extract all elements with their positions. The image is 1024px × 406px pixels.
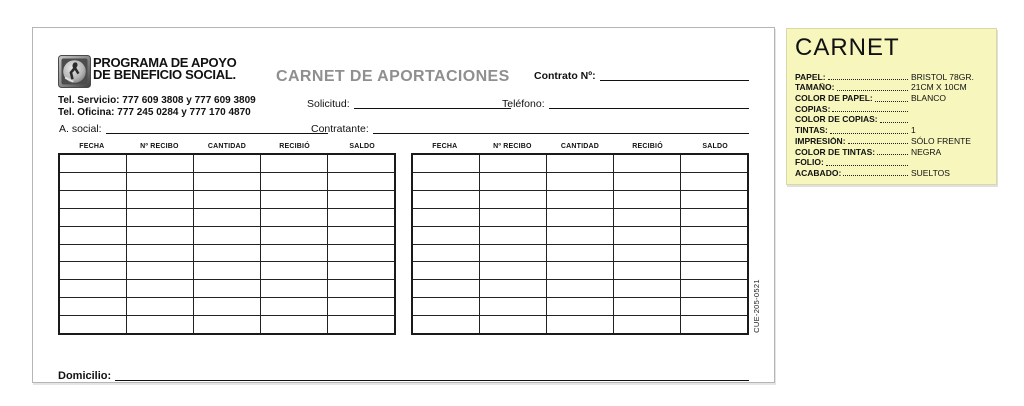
table-cell — [613, 316, 680, 333]
spec-row — [795, 92, 988, 103]
contratante-field — [311, 123, 749, 135]
spec-label-cell — [795, 126, 911, 135]
table-cell — [126, 316, 193, 333]
table-cell — [479, 155, 546, 172]
domicilio-label: Domicilio: — [58, 370, 112, 382]
table-cell — [546, 173, 613, 190]
table-cell — [126, 245, 193, 262]
solicitud-label: Solicitud: — [307, 98, 350, 110]
table-cell — [680, 227, 747, 244]
table-cell — [193, 209, 260, 226]
spec-label-cell — [795, 148, 911, 157]
aportaciones-table-left — [58, 142, 396, 335]
table-cell — [327, 316, 394, 333]
a-social-blank-line — [106, 133, 328, 134]
table-cell — [260, 298, 327, 315]
dotted-leader-line — [877, 154, 908, 155]
table-row — [60, 172, 394, 190]
table-cell — [479, 280, 546, 297]
table-cell — [327, 209, 394, 226]
table-cell — [327, 155, 394, 172]
table-cell — [546, 245, 613, 262]
table-cell — [260, 262, 327, 279]
table-cell — [613, 227, 680, 244]
spec-label: PAPEL: — [795, 72, 826, 82]
table-row — [60, 155, 394, 172]
table-cell — [193, 298, 260, 315]
spec-panel — [786, 28, 997, 185]
contratante-blank-line — [373, 133, 749, 134]
domicilio-field — [58, 370, 749, 382]
table-header-row — [58, 142, 396, 152]
table-cell — [413, 298, 479, 315]
table-cell — [193, 173, 260, 190]
table-cell — [126, 262, 193, 279]
table-row — [60, 261, 394, 279]
column-header: CANTIDAD — [207, 143, 247, 150]
table-cell — [193, 316, 260, 333]
dotted-leader-line — [880, 122, 908, 123]
table-cell — [126, 191, 193, 208]
table-cell — [413, 155, 479, 172]
column-header: Nº RECIBO — [140, 143, 179, 150]
table-cell — [60, 191, 126, 208]
contrato-blank-line — [600, 80, 749, 81]
table-cell — [680, 316, 747, 333]
table-cell — [413, 280, 479, 297]
table-cell — [479, 191, 546, 208]
table-cell — [680, 262, 747, 279]
column-header: RECIBIÓ — [632, 143, 663, 150]
telefono-blank-line — [549, 108, 749, 109]
table-row — [60, 190, 394, 208]
table-cell — [193, 155, 260, 172]
table-cell — [546, 227, 613, 244]
a-social-field — [59, 123, 328, 135]
spec-row — [795, 167, 988, 178]
column-header: RECIBIÓ — [279, 143, 310, 150]
table-cell — [60, 316, 126, 333]
spec-row — [795, 124, 988, 135]
table-row — [60, 244, 394, 262]
a-social-label: A. social: — [59, 123, 102, 135]
table-cell — [126, 227, 193, 244]
tel-servicio: Tel. Servicio: 777 609 3808 y 777 609 3809 — [58, 95, 256, 106]
table-cell — [613, 245, 680, 262]
table-cell — [413, 316, 479, 333]
solicitud-blank-line — [354, 108, 511, 109]
telefono-label: Teléfono: — [502, 98, 545, 110]
spec-label: TINTAS: — [795, 126, 828, 136]
org-logo — [58, 55, 91, 88]
spec-value: 21CM X 10CM — [911, 82, 967, 93]
table-cell — [260, 227, 327, 244]
table-cell — [60, 262, 126, 279]
table-cell — [327, 245, 394, 262]
table-cell — [479, 262, 546, 279]
dotted-leader-line — [843, 175, 908, 176]
column-header: SALDO — [702, 143, 728, 150]
telefono-field — [502, 98, 749, 110]
table-cell — [260, 245, 327, 262]
table-cell — [327, 173, 394, 190]
spec-label: COLOR DE PAPEL: — [795, 94, 873, 104]
document-title: CARNET DE APORTACIONES — [276, 68, 510, 85]
column-header: Nº RECIBO — [493, 143, 532, 150]
table-cell — [193, 227, 260, 244]
column-header: CANTIDAD — [560, 143, 600, 150]
spec-value: 1 — [911, 125, 916, 136]
table-cell — [413, 191, 479, 208]
spec-label-cell — [795, 73, 911, 82]
table-cell — [680, 155, 747, 172]
table-cell — [126, 280, 193, 297]
table-cell — [613, 298, 680, 315]
table-row — [413, 261, 747, 279]
table-grid — [411, 153, 749, 335]
spec-label-cell — [795, 115, 911, 124]
tel-oficina: Tel. Oficina: 777 245 0284 y 777 170 4870 — [58, 106, 251, 118]
spec-panel-title: CARNET — [795, 34, 900, 61]
table-row — [413, 208, 747, 226]
table-cell — [546, 209, 613, 226]
table-cell — [613, 280, 680, 297]
table-cell — [680, 245, 747, 262]
table-row — [413, 172, 747, 190]
aportaciones-card — [32, 27, 775, 383]
spec-list — [795, 71, 988, 178]
dotted-leader-line — [832, 111, 908, 112]
table-row — [60, 279, 394, 297]
table-cell — [327, 262, 394, 279]
table-row — [413, 226, 747, 244]
table-cell — [327, 227, 394, 244]
spec-label: COPIAS: — [795, 104, 831, 114]
spec-label: ACABADO: — [795, 168, 842, 178]
table-cell — [193, 191, 260, 208]
spec-label-cell — [795, 94, 911, 103]
table-cell — [126, 155, 193, 172]
table-cell — [413, 173, 479, 190]
table-cell — [680, 298, 747, 315]
spec-value: BLANCO — [911, 93, 946, 104]
table-row — [60, 315, 394, 333]
table-cell — [260, 316, 327, 333]
dotted-leader-line — [826, 165, 908, 166]
spec-value: SUELTOS — [911, 167, 950, 178]
table-cell — [479, 173, 546, 190]
spec-label: FOLIO: — [795, 158, 824, 168]
dotted-leader-line — [875, 101, 908, 102]
table-row — [413, 297, 747, 315]
table-header-row — [411, 142, 749, 152]
table-cell — [260, 191, 327, 208]
spec-label: IMPRESIÓN: — [795, 136, 846, 146]
column-header: FECHA — [79, 143, 105, 150]
table-row — [60, 226, 394, 244]
spec-label-cell — [795, 137, 911, 146]
table-row — [413, 155, 747, 172]
dotted-leader-line — [848, 143, 908, 144]
dotted-leader-line — [837, 90, 909, 91]
spec-row — [795, 82, 988, 93]
phone-block — [58, 95, 256, 118]
org-name — [93, 57, 236, 81]
spec-row — [795, 71, 988, 82]
table-cell — [546, 262, 613, 279]
table-cell — [413, 245, 479, 262]
spec-label: TAMAÑO: — [795, 83, 835, 93]
table-cell — [680, 191, 747, 208]
table-cell — [613, 173, 680, 190]
spec-value: NEGRA — [911, 146, 942, 157]
spec-label: COLOR DE COPIAS: — [795, 115, 878, 125]
contratante-label: Contratante: — [311, 123, 369, 135]
table-row — [60, 297, 394, 315]
table-cell — [193, 280, 260, 297]
table-cell — [193, 262, 260, 279]
table-cell — [680, 209, 747, 226]
table-cell — [546, 155, 613, 172]
table-cell — [260, 209, 327, 226]
spec-row — [795, 103, 988, 114]
table-row — [60, 208, 394, 226]
table-cell — [613, 155, 680, 172]
table-cell — [260, 173, 327, 190]
spec-row — [795, 157, 988, 168]
table-row — [413, 244, 747, 262]
table-cell — [613, 209, 680, 226]
table-cell — [126, 173, 193, 190]
spec-row — [795, 114, 988, 125]
spec-value: SÓLO FRENTE — [911, 135, 971, 146]
contrato-label: Contrato Nº: — [534, 70, 596, 82]
column-header: FECHA — [432, 143, 458, 150]
table-cell — [479, 298, 546, 315]
spec-label-cell — [795, 158, 911, 167]
dotted-leader-line — [830, 133, 908, 134]
table-cell — [479, 245, 546, 262]
domicilio-blank-line — [115, 380, 749, 381]
table-cell — [479, 209, 546, 226]
table-cell — [60, 227, 126, 244]
spec-label: COLOR DE TINTAS: — [795, 147, 876, 157]
table-cell — [260, 155, 327, 172]
column-header: SALDO — [349, 143, 375, 150]
table-cell — [327, 191, 394, 208]
table-row — [413, 190, 747, 208]
table-cell — [193, 245, 260, 262]
form-code: CUE-205-0521 — [752, 279, 761, 333]
table-cell — [327, 280, 394, 297]
contrato-field — [534, 70, 749, 82]
table-cell — [260, 280, 327, 297]
spec-row — [795, 146, 988, 157]
aportaciones-table-right — [411, 142, 749, 335]
table-cell — [126, 298, 193, 315]
spec-label-cell — [795, 83, 911, 92]
org-name-line1: PROGRAMA DE APOYO — [93, 55, 237, 70]
dotted-leader-line — [828, 79, 908, 80]
spec-label-cell — [795, 169, 911, 178]
table-cell — [60, 155, 126, 172]
table-cell — [613, 191, 680, 208]
table-cell — [60, 245, 126, 262]
spec-row — [795, 135, 988, 146]
table-cell — [680, 173, 747, 190]
table-cell — [613, 262, 680, 279]
table-grid — [58, 153, 396, 335]
table-cell — [413, 227, 479, 244]
table-cell — [60, 173, 126, 190]
solicitud-field — [307, 98, 511, 110]
org-name-line2: DE BENEFICIO SOCIAL. — [93, 67, 236, 82]
table-cell — [479, 316, 546, 333]
table-cell — [546, 280, 613, 297]
table-row — [413, 315, 747, 333]
table-cell — [327, 298, 394, 315]
table-cell — [680, 280, 747, 297]
table-cell — [479, 227, 546, 244]
table-row — [413, 279, 747, 297]
table-cell — [60, 298, 126, 315]
spec-label-cell — [795, 105, 911, 114]
table-cell — [60, 209, 126, 226]
spec-value: BRISTOL 78GR. — [911, 71, 974, 82]
logo-figure-icon — [58, 55, 91, 88]
table-cell — [60, 280, 126, 297]
table-cell — [546, 298, 613, 315]
table-cell — [546, 191, 613, 208]
table-cell — [413, 209, 479, 226]
table-cell — [126, 209, 193, 226]
table-cell — [546, 316, 613, 333]
table-cell — [413, 262, 479, 279]
